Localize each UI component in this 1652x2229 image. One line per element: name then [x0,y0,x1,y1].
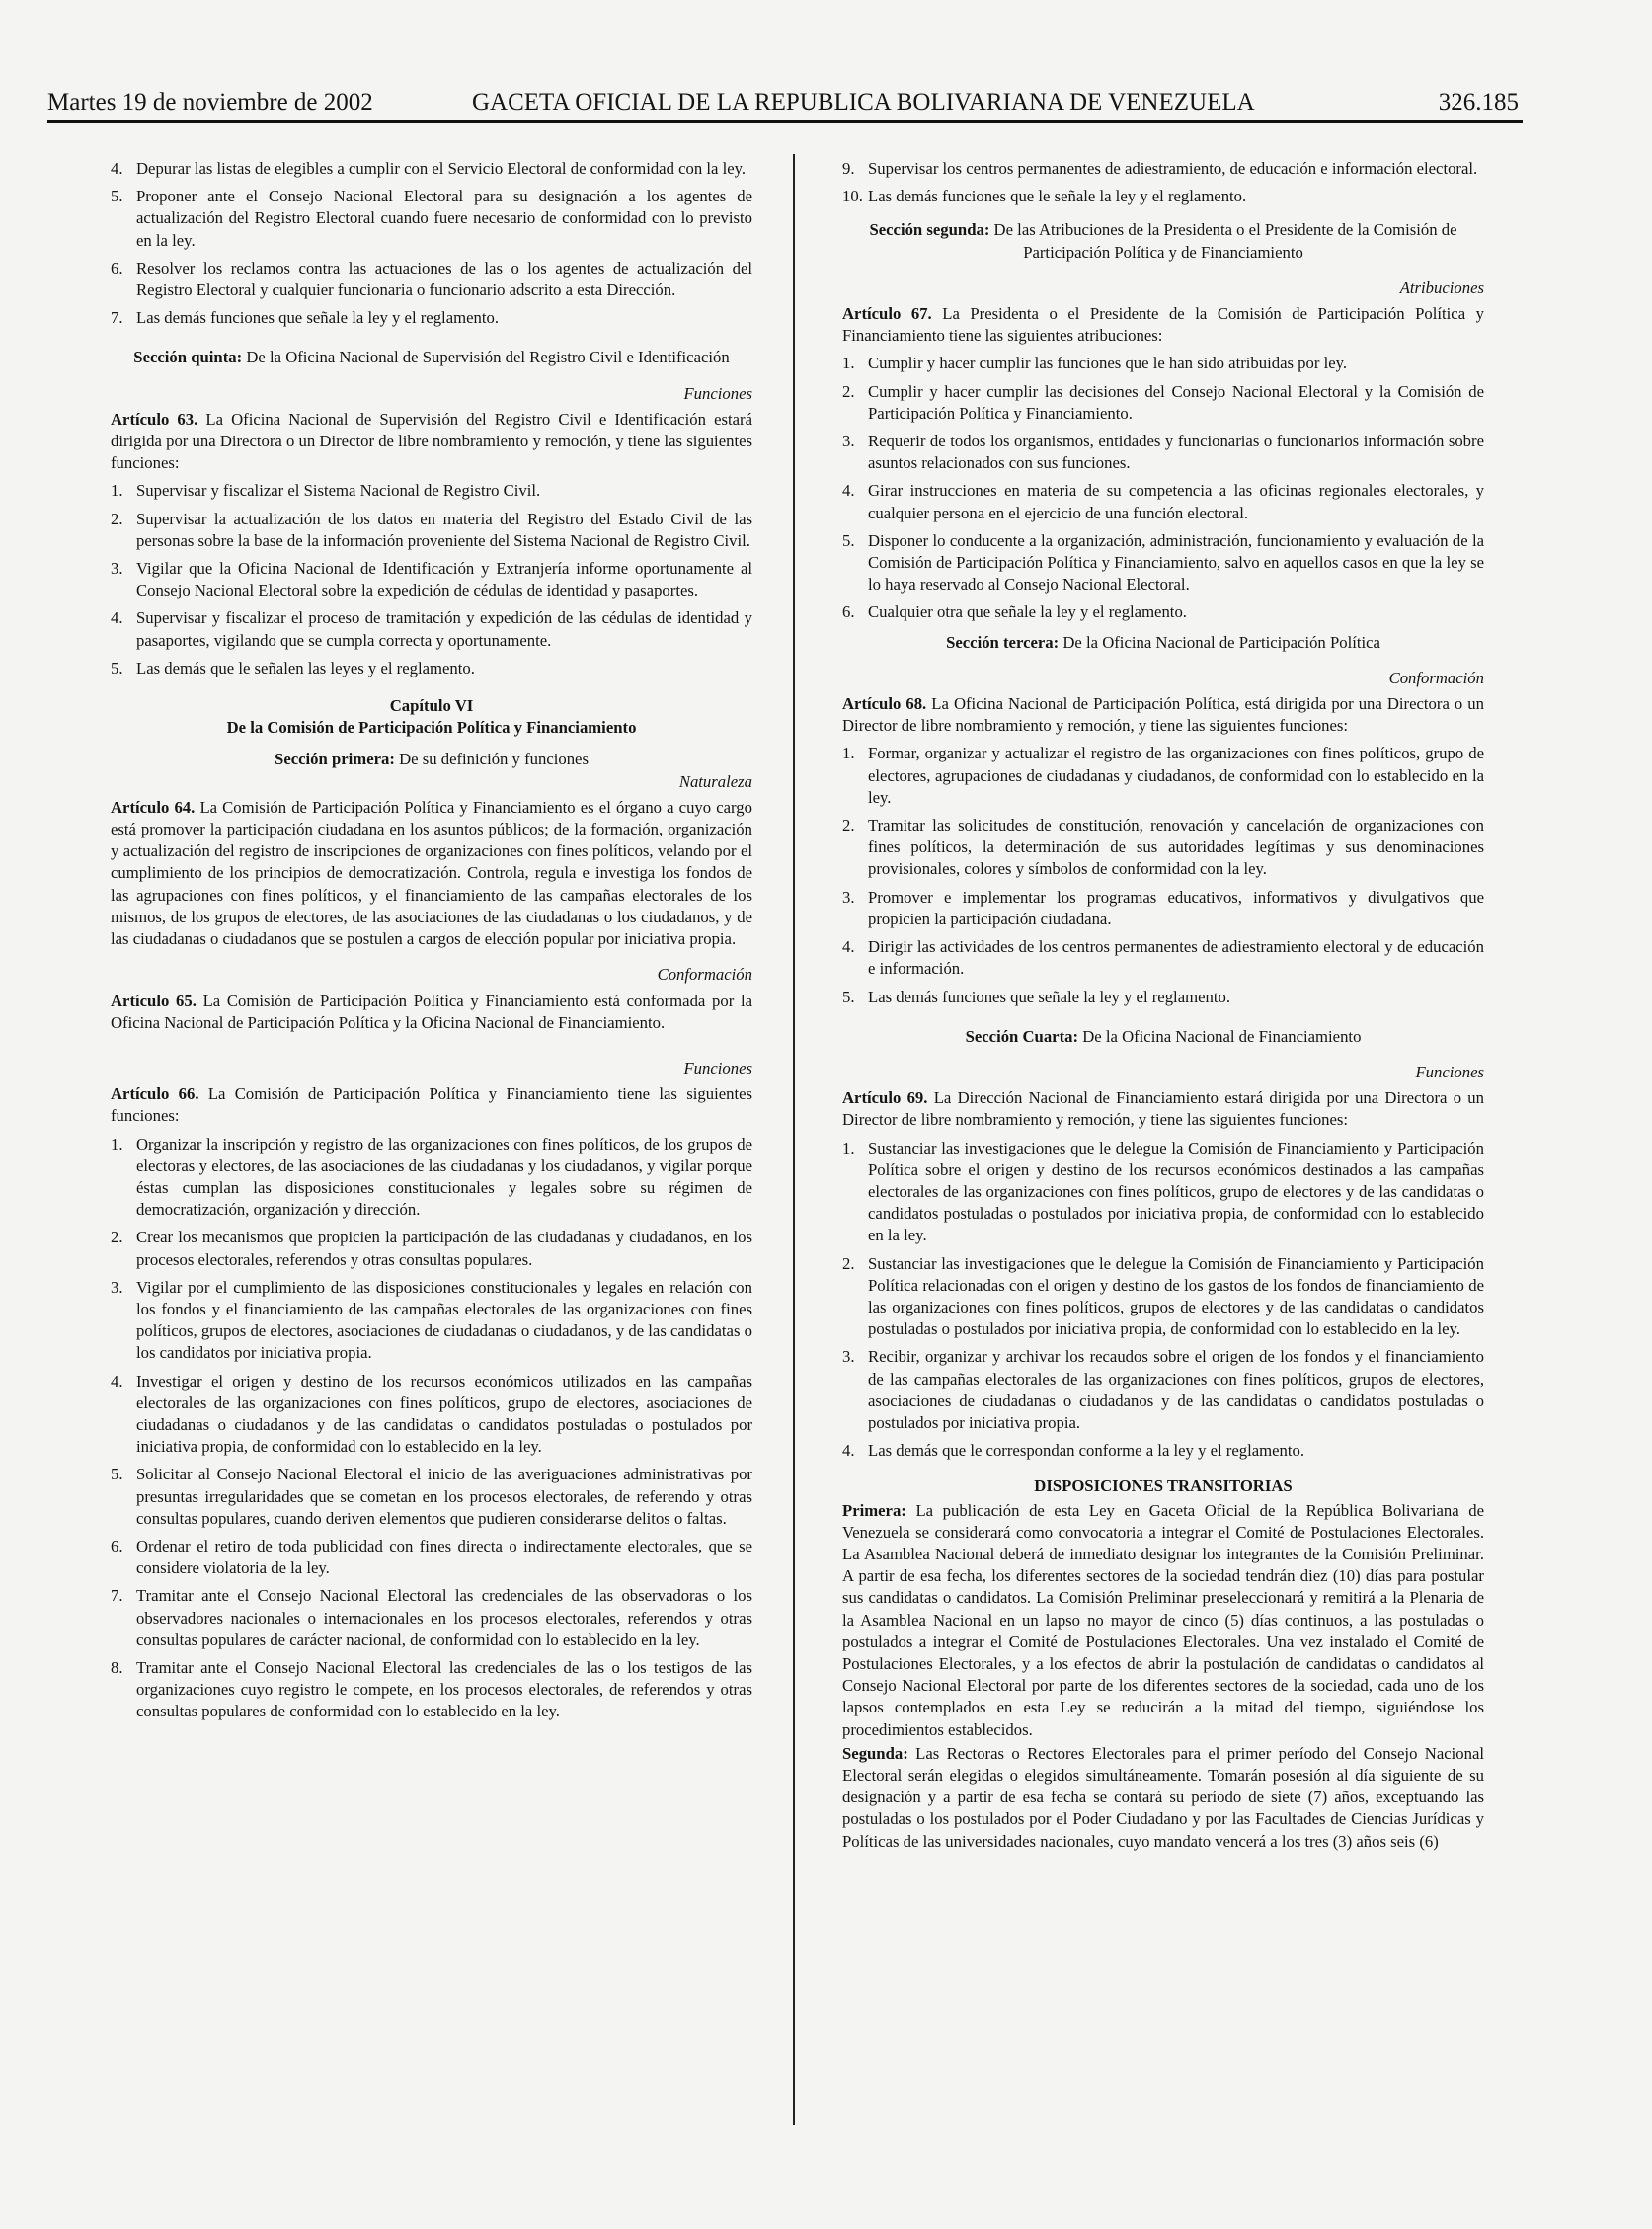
list-item-text: Disponer lo conducente a la organización, administración, funcionamiento y evaluación de la Comisión de Participación Política y Financiamiento, salvo en aquellos casos en que la ley se lo haya reservado al Consejo Nacional Electoral. [868,530,1484,595]
rubric-conformacion: Conformación [1388,668,1484,687]
column-divider [793,154,795,2125]
list-item [111,509,752,552]
article-text: La Oficina Nacional de Supervisión del Registro Civil e Identificación estará dirigida por una Directora o un Director de libre nombramiento y remoción, y tiene las siguientes funciones: [111,409,752,473]
list-item-text: Tramitar ante el Consejo Nacional Electoral las credenciales de las observadoras o los observadores nacionales o internacionales en los procesos electorales, referendos y otras consultas populares de carácter nacional, de conformidad con lo establecido en la ley. [136,1586,752,1649]
list-item [111,1657,752,1723]
section-segunda-heading [842,219,1484,263]
list-item-number: 4. [111,159,123,178]
list-item-text: Solicitar al Consejo Nacional Electoral el inicio de las averiguaciones administrativas por presuntas irregularidades que se cometan en los procesos electorales, de referendo y otras consultas populares, cuando deriven elementos que pudieren considerarse delitos o faltas. [136,1465,752,1528]
list-item-text: Supervisar los centros permanentes de adiestramiento, de educación e información electoral. [868,159,1478,178]
list-item-number: 2. [842,1253,855,1273]
article-64 [111,797,752,950]
section-text: De las Atribuciones de la Presidenta o el Presidente de la Comisión de Participación Política y de Financiamiento [993,220,1457,262]
article-text: La Dirección Nacional de Financiamiento estará dirigida por una Directora o un Director de libre nombramiento y remoción, y tiene las siguientes funciones: [842,1088,1484,1130]
list-item-text: Sustanciar las investigaciones que le delegue la Comisión de Financiamiento y Participación Política sobre el origen y destino de los recursos económicos destinados a las campañas electorales de las organizaciones con fines políticos, grupo de electores y de las candidatas o candidatos postuladas o postulados por iniciativa propia, de conformidad con lo establecido en la ley. [868,1138,1484,1245]
list-item-text: Supervisar la actualización de los datos en materia del Registro del Estado Civil de las personas sobre la base de la información proveniente del Sistema Nacional de Registro Civil. [136,509,752,550]
list-item-text: Investigar el origen y destino de los recursos económicos utilizados en las campañas electorales de las organizaciones con fines políticos, grupo de electores, asociaciones de ciudadanas o ciudadanos y de las candidatas o candidatos postuladas o postulados por iniciativa propia, de conformidad con lo establecido en la ley. [136,1371,752,1457]
list-item [842,987,1484,1008]
list-item [842,815,1484,881]
article-text: La Comisión de Participación Política y Financiamiento tiene las siguientes funciones: [111,1084,752,1126]
disposiciones-title: DISPOSICIONES TRANSITORIAS [1034,1476,1293,1496]
list-item-text: Supervisar y fiscalizar el proceso de tramitación y expedición de las cédulas de identidad y pasaportes, vigilando que se cumpla correcta y oportunamente. [136,608,752,650]
list-item-number: 4. [111,608,123,628]
article-label: Artículo 63. [111,409,198,429]
article-67 [842,303,1484,347]
list-item-number: 10. [842,187,863,206]
list-item [111,1464,752,1530]
list-item-number: 2. [842,816,855,836]
list-item-text: Las demás funciones que señale la ley y el reglamento. [136,308,499,328]
list-item-number: 5. [842,530,855,550]
list-item [111,658,752,679]
rubric-naturaleza: Naturaleza [678,771,752,791]
list-item-number: 1. [842,744,855,763]
list-item-number: 4. [842,937,855,957]
article-67-list [842,353,1484,623]
list-item-text: Formar, organizar y actualizar el registro de las organizaciones con fines políticos, grupo de electores, agrupaciones de ciudadanas y ciudadanos, de conformidad con lo establecido en la ley. [868,744,1484,807]
list-item [842,530,1484,597]
section-text: De la Oficina Nacional de Supervisión del Registro Civil e Identificación [246,348,730,367]
list-item-number: 5. [111,658,123,677]
page-header [47,85,1523,123]
list-item-text: Tramitar las solicitudes de constitución, renovación y cancelación de organizaciones con fines políticos, la determinación de sus autoridades legítimas y sus denominaciones provisionales, colores y símbolos de conformidad con la ley. [868,816,1484,879]
list-item-number: 6. [842,602,855,622]
list-item-number: 4. [842,481,855,501]
article-label: Artículo 68. [842,694,927,714]
list-item [842,743,1484,809]
list-item [111,1371,752,1459]
list-item-text: Las demás que le correspondan conforme a la ley y el reglamento. [868,1441,1305,1461]
list-item [842,480,1484,523]
rubric-funciones: Funciones [1415,1062,1484,1081]
list-item-number: 1. [111,1134,123,1154]
list-item-text: Organizar la inscripción y registro de las organizaciones con fines políticos, de los grupos de electoras y electores, de las asociaciones de las ciudadanas y los ciudadanos, y vigilar porque éstas cumplan las disposiciones constitucionales y legales sobre su régimen de democratización, organización y dirección. [136,1134,752,1220]
list-item-number: 5. [111,1465,123,1484]
list-item-text: Promover e implementar los programas educativos, informativos y divulgativos que propicien la participación ciudadana. [868,887,1484,928]
list-item [842,353,1484,374]
disposicion-text: La publicación de esta Ley en Gaceta Oficial de la República Bolivariana de Venezuela se considerará como convocatoria a integrar el Comité de Postulaciones Electorales. La Asamblea Nacional deberá de inmediato designar los integrantes de la Comisión Preliminar. A partir de esa fecha, los diferentes sectores de la sociedad tendrán diez (10) días para postular sus candidatas o candidatos. La Comisión Preliminar preseleccionará y remitirá a la Plenaria de la Asamblea Nacional en un lapso no mayor de cinco (5) días continuos, a las postuladas o postulados a integrar el Comité de Postulaciones Electorales. Una vez instalado el Comité de Postulaciones Electorales, y a los efectos de abrir la postulación de candidatas o candidatos al Consejo Nacional Electoral por parte de los diferentes sectores de la sociedad, cada uno de los lapsos contemplados en esta Ley se reducirán a la mitad del tiempo, siguiéndose los procedimientos establecidos. [842,1500,1485,1739]
list-item [842,158,1484,180]
article-text: La Oficina Nacional de Participación Política, está dirigida por una Directora o un Director de libre nombramiento y remoción, y tiene las siguientes funciones: [842,694,1484,736]
header-page-number: 326.185 [1438,89,1519,116]
list-item-number: 5. [842,987,855,1006]
list-item [111,307,752,329]
list-item-number: 2. [111,509,123,528]
disposicion-label: Segunda: [842,1743,908,1763]
list-item-number: 7. [111,1586,123,1606]
list-item [111,1277,752,1365]
list-item [842,887,1484,930]
list-item [842,1253,1484,1341]
list-item [842,936,1484,980]
list-item [842,381,1484,425]
list-item-number: 4. [842,1441,855,1461]
list-item-text: Proponer ante el Consejo Nacional Electoral para su designación a los agentes de actualización del Registro Electoral cuando fuere necesario de conformidad con lo previsto en la ley. [136,187,752,250]
list-item [111,480,752,502]
list-top-left [111,158,752,329]
section-text: De su definición y funciones [399,750,589,769]
article-text: La Presidenta o el Presidente de la Comisión de Participación Política y Financiamiento tiene las siguientes atribuciones: [842,304,1484,346]
list-item-text: Dirigir las actividades de los centros permanentes de adiestramiento electoral y de educación e información. [868,937,1484,979]
disposicion-label: Primera: [842,1500,906,1520]
section-text: De la Oficina Nacional de Participación Política [1062,632,1380,652]
list-item-number: 6. [111,258,123,278]
article-label: Artículo 66. [111,1084,199,1104]
section-label: Sección quinta: [133,348,243,367]
list-item [842,431,1484,474]
list-item-number: 3. [842,432,855,451]
list-item [111,607,752,651]
list-item-text: Cualquier otra que señale la ley y el reglamento. [868,602,1187,622]
list-top-right [842,158,1484,207]
list-item-text: Las demás que le señalen las leyes y el reglamento. [136,658,475,677]
section-text: De la Oficina Nacional de Financiamiento [1082,1026,1362,1046]
list-item [111,186,752,252]
list-item-text: Crear los mecanismos que propicien la participación de las ciudadanas y ciudadanos, en los procesos electorales, referendos y otras consultas populares. [136,1228,752,1269]
section-cuarta-heading [842,1026,1484,1048]
rubric-funciones: Funciones [683,383,752,403]
rubric-atribuciones: Atribuciones [1399,278,1484,297]
list-item [111,1536,752,1579]
list-item-text: Vigilar por el cumplimiento de las disposiciones constitucionales y legales en relación con los fondos y el financiamiento de las campañas electorales de las organizaciones con fines políticos, grupos de electores, asociaciones de ciudadanas o ciudadanos, y de las candidatas o los candidatos por iniciativa propia. [136,1277,752,1363]
list-item-text: Resolver los reclamos contra las actuaciones de las o los agentes de actualización del Registro Electoral y cualquier funcionaria o funcionario adscrito a esta Dirección. [136,258,752,300]
article-66 [111,1083,752,1127]
list-item [111,1134,752,1222]
list-item-text: Las demás funciones que señale la ley y el reglamento. [868,987,1230,1006]
list-item-text: Ordenar el retiro de toda publicidad con fines directa o indirectamente electorales, que se considere violatoria de la ley. [136,1536,752,1578]
article-label: Artículo 67. [842,304,932,324]
article-label: Artículo 64. [111,797,196,817]
list-item-text: Tramitar ante el Consejo Nacional Electoral las credenciales de las o los testigos de las organizaciones cuyo registro le compete, en los procesos electorales, de referendos y otras consultas populares de conformidad con lo establecido en la ley. [136,1657,752,1721]
article-68 [842,693,1484,737]
list-item-number: 3. [842,1347,855,1367]
article-label: Artículo 69. [842,1088,928,1108]
list-item [111,1585,752,1651]
disposicion-text: Las Rectoras o Rectores Electorales para el primer período del Consejo Nacional Electoral serán elegidas o elegidos simultáneamente. Tomarán posesión al día siguiente de su designación y a partir de esa fecha se contará su período de siete (7) años, exceptuando las postuladas o los postulados por el Poder Ciudadano y por las Facultades de Ciencias Jurídicas y Políticas de las universidades nacionales, cuyo mandato vencerá a los tres (3) años seis (6) [842,1743,1485,1851]
article-69-list [842,1138,1484,1463]
list-item [842,186,1484,207]
list-item-number: 2. [111,1228,123,1247]
list-item-text: Girar instrucciones en materia de su competencia a las oficinas regionales electorales, y cualquier persona en el ejercicio de una función electoral. [868,481,1484,522]
list-item-number: 5. [111,187,123,206]
list-item-number: 4. [111,1371,123,1391]
list-item-text: Cumplir y hacer cumplir las funciones que le han sido atribuidas por ley. [868,354,1348,373]
list-item [842,1346,1484,1434]
list-item-number: 8. [111,1657,123,1677]
disposicion-primera [842,1500,1484,1741]
header-date: Martes 19 de noviembre de 2002 [47,89,373,116]
list-item [111,258,752,301]
list-item-text: Las demás funciones que le señale la ley y el reglamento. [868,187,1247,206]
section-label: Sección primera: [275,750,395,769]
article-66-list [111,1134,752,1723]
list-item-text: Depurar las listas de elegibles a cumplir con el Servicio Electoral de conformidad con la ley. [136,159,747,178]
list-item [111,1227,752,1270]
list-item-number: 1. [111,481,123,501]
rubric-funciones: Funciones [683,1058,752,1077]
chapter-title: De la Comisión de Participación Política y Financiamiento [226,718,637,738]
right-column [842,158,1484,1853]
article-text: La Comisión de Participación Política y Financiamiento está conformada por la Oficina Nacional de Participación Política y la Oficina Nacional de Financiamiento. [111,991,753,1032]
article-69 [842,1087,1484,1131]
list-item-text: Cumplir y hacer cumplir las decisiones del Consejo Nacional Electoral y la Comisión de Participación Política y Financiamiento. [868,381,1484,423]
article-68-list [842,743,1484,1007]
header-title: GACETA OFICIAL DE LA REPUBLICA BOLIVARIANA DE VENEZUELA [472,89,1255,116]
section-label: Sección Cuarta: [965,1026,1079,1046]
list-item-number: 1. [842,1138,855,1157]
list-item-number: 3. [111,559,123,579]
chapter-number: Capítulo VI [389,696,474,716]
list-item-number: 3. [111,1277,123,1297]
section-quinta-heading [111,347,752,368]
list-item-text: Supervisar y fiscalizar el Sistema Nacional de Registro Civil. [136,481,541,501]
article-63-list [111,480,752,679]
section-tercera-heading [842,632,1484,654]
section-primera-heading [111,749,752,770]
list-item-number: 3. [842,887,855,907]
list-item [842,1440,1484,1462]
disposicion-segunda [842,1743,1484,1853]
list-item-number: 6. [111,1536,123,1555]
list-item [842,601,1484,623]
list-item-text: Recibir, organizar y archivar los recaudos sobre el origen de los fondos y el financiamiento de las campañas electorales de las organizaciones con fines políticos, grupos de electores, asociaciones de ciudadanas o ciudadanos y de las candidatas o candidatos postuladas o postulados por iniciativa propia. [868,1347,1484,1432]
list-item-number: 2. [842,381,855,401]
section-label: Sección segunda: [869,220,990,240]
article-65 [111,991,752,1034]
list-item [111,558,752,601]
article-text: La Comisión de Participación Política y Financiamiento es el órgano a cuyo cargo está promover la participación ciudadana en los asuntos públicos; de la formación, organización y actualización del registro de inscripciones de organizaciones con fines políticos, velando por el cumplimiento de los principios de democratización. Controla, regula e investiga los fondos de las agrupaciones con fines políticos, y el financiamiento de las campañas electorales de los mismos, de los grupos de electores, de las asociaciones de las ciudadanas o los ciudadanos, y de las ciudadanas o ciudadanos que se postulen a cargos de elección popular por iniciativa propia. [111,797,752,949]
section-label: Sección tercera: [946,632,1060,652]
list-item-text: Sustanciar las investigaciones que le delegue la Comisión de Financiamiento y Participación Política relacionadas con el origen y destino de los gastos de los fondos de financiamiento de las organizaciones con fines políticos, grupos de electores y de las candidatas o candidatos postuladas o postulados por iniciativa propia, de conformidad con lo establecido en la ley. [868,1253,1484,1339]
list-item-number: 9. [842,159,855,178]
list-item-text: Requerir de todos los organismos, entidades y funcionarias o funcionarios información sobre asuntos relacionados con sus funciones. [868,432,1484,473]
list-item [111,158,752,180]
article-63 [111,409,752,475]
article-label: Artículo 65. [111,991,197,1010]
rubric-conformacion: Conformación [657,965,752,985]
list-item-number: 1. [842,354,855,373]
list-item-number: 7. [111,308,123,328]
list-item-text: Vigilar que la Oficina Nacional de Identificación y Extranjería informe oportunamente al Consejo Nacional Electoral sobre la expedición de cédulas de identidad y pasaportes. [136,559,752,600]
list-item [842,1138,1484,1247]
left-column [111,158,752,1729]
